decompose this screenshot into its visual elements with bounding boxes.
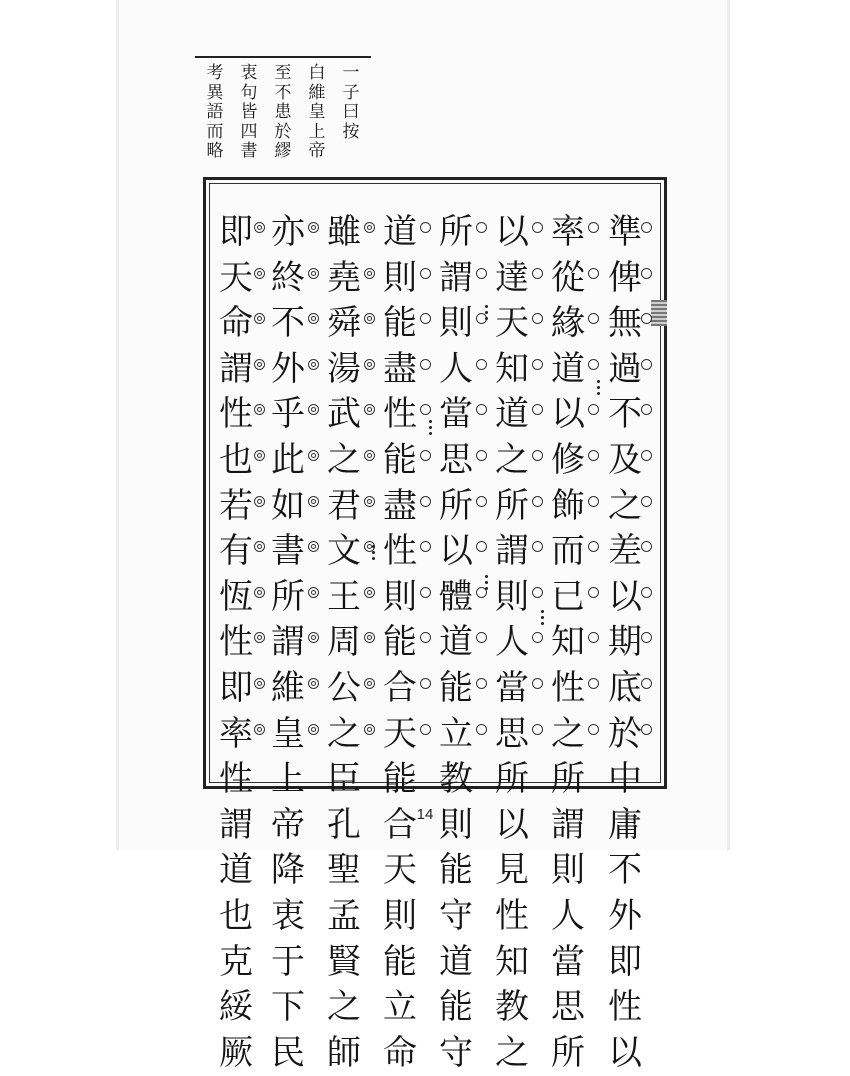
punctuation-circle	[588, 313, 599, 324]
punctuation-circle	[588, 359, 599, 370]
punctuation-circle	[254, 313, 265, 324]
punctuation-circle	[420, 450, 431, 461]
punctuation-circle	[588, 496, 599, 507]
punctuation-circle	[420, 678, 431, 689]
punctuation-circle	[476, 632, 487, 643]
punctuation-circle	[308, 587, 319, 598]
punctuation-circle	[641, 587, 652, 598]
punctuation-circle	[476, 678, 487, 689]
punctuation-circle	[254, 450, 265, 461]
punctuation-circle	[532, 450, 543, 461]
punctuation-circle	[254, 359, 265, 370]
punctuation-circle	[308, 404, 319, 415]
punctuation-circle	[308, 450, 319, 461]
text-column-2: 率從緣道以修飾而已知性之所謂則人當思所	[551, 212, 585, 1073]
pause-dots	[484, 575, 490, 593]
punctuation-circle	[476, 404, 487, 415]
punctuation-circle	[364, 359, 375, 370]
pause-dots	[371, 545, 377, 563]
punctuation-circle	[532, 632, 543, 643]
punctuation-circle	[364, 724, 375, 735]
punctuation-circle	[364, 222, 375, 233]
punctuation-circle	[254, 541, 265, 552]
punctuation-circle	[641, 404, 652, 415]
text-column-7: 亦終不外乎此如書所謂維皇上帝降衷于下民	[271, 212, 305, 1073]
punctuation-circle	[420, 359, 431, 370]
punctuation-circle	[364, 404, 375, 415]
punctuation-circle	[364, 496, 375, 507]
punctuation-circle	[254, 222, 265, 233]
punctuation-marks-col-2	[588, 222, 602, 782]
text-column-6: 雖堯舜湯武之君文王周公之臣孔聖孟賢之師	[327, 212, 361, 1073]
punctuation-circle	[476, 268, 487, 279]
punctuation-circle	[308, 724, 319, 735]
punctuation-circle	[308, 222, 319, 233]
punctuation-circle	[588, 678, 599, 689]
pause-dots	[484, 305, 490, 323]
punctuation-circle	[308, 632, 319, 643]
punctuation-circle	[254, 268, 265, 279]
page-number: 14	[416, 806, 434, 823]
punctuation-circle	[254, 678, 265, 689]
headnote-column-1: 一子曰按	[342, 63, 360, 142]
punctuation-circle	[476, 724, 487, 735]
punctuation-circle	[641, 450, 652, 461]
punctuation-circle	[308, 268, 319, 279]
punctuation-circle	[532, 222, 543, 233]
text-column-1: 準俾無過不及之差以期底於中庸不外即性以	[608, 212, 642, 1073]
punctuation-circle	[532, 541, 543, 552]
punctuation-circle	[532, 404, 543, 415]
punctuation-circle	[254, 587, 265, 598]
punctuation-circle	[588, 724, 599, 735]
punctuation-circle	[420, 632, 431, 643]
punctuation-circle	[532, 359, 543, 370]
headnote-column-5: 考異語而略	[206, 63, 224, 161]
punctuation-circle	[532, 678, 543, 689]
punctuation-circle	[420, 313, 431, 324]
punctuation-circle	[364, 632, 375, 643]
punctuation-circle	[476, 541, 487, 552]
punctuation-circle	[420, 404, 431, 415]
punctuation-circle	[641, 678, 652, 689]
pause-dots	[596, 380, 602, 398]
punctuation-circle	[532, 268, 543, 279]
punctuation-circle	[420, 587, 431, 598]
punctuation-circle	[641, 313, 652, 324]
punctuation-circle	[532, 724, 543, 735]
punctuation-circle	[532, 313, 543, 324]
punctuation-circle	[641, 268, 652, 279]
page-edge-left	[116, 0, 119, 850]
punctuation-circle	[476, 222, 487, 233]
punctuation-circle	[420, 541, 431, 552]
headnote-column-4: 衷句皆四書	[240, 63, 258, 161]
head-note	[195, 56, 371, 170]
punctuation-circle	[641, 359, 652, 370]
punctuation-circle	[308, 313, 319, 324]
punctuation-marks-col-6	[364, 222, 378, 782]
punctuation-circle	[308, 496, 319, 507]
punctuation-circle	[308, 678, 319, 689]
text-column-4: 所謂則人當思所以體道能立教則能守道能守	[439, 212, 473, 1073]
punctuation-circle	[532, 587, 543, 598]
pause-dots	[540, 610, 546, 628]
punctuation-circle	[420, 496, 431, 507]
punctuation-circle	[588, 450, 599, 461]
punctuation-circle	[420, 724, 431, 735]
punctuation-circle	[364, 450, 375, 461]
punctuation-marks-col-5	[420, 222, 434, 782]
text-column-5: 道則能盡性能盡性則能合天能合天則能立命	[383, 212, 417, 1073]
punctuation-circle	[641, 222, 652, 233]
punctuation-circle	[588, 222, 599, 233]
punctuation-circle	[588, 541, 599, 552]
punctuation-circle	[254, 404, 265, 415]
punctuation-circle	[588, 268, 599, 279]
punctuation-marks-col-1	[641, 222, 655, 782]
punctuation-circle	[476, 359, 487, 370]
page-edge-right	[727, 0, 730, 850]
punctuation-circle	[641, 541, 652, 552]
punctuation-circle	[588, 587, 599, 598]
punctuation-circle	[588, 404, 599, 415]
punctuation-circle	[364, 678, 375, 689]
punctuation-circle	[254, 632, 265, 643]
headnote-column-2: 白維皇上帝	[308, 63, 326, 161]
punctuation-circle	[641, 724, 652, 735]
punctuation-circle	[532, 496, 543, 507]
punctuation-circle	[364, 587, 375, 598]
headnote-column-3: 至不患於繆	[274, 63, 292, 161]
punctuation-marks-col-7	[308, 222, 322, 782]
punctuation-marks-col-8	[254, 222, 268, 782]
punctuation-circle	[420, 222, 431, 233]
punctuation-circle	[420, 268, 431, 279]
text-column-8: 即天命謂性也若有恆性即率性謂道也克綏厥	[219, 212, 253, 1073]
punctuation-circle	[254, 724, 265, 735]
punctuation-circle	[364, 268, 375, 279]
punctuation-circle	[588, 632, 599, 643]
punctuation-circle	[308, 541, 319, 552]
punctuation-circle	[476, 450, 487, 461]
punctuation-marks-col-3	[532, 222, 546, 782]
punctuation-circle	[641, 496, 652, 507]
punctuation-circle	[308, 359, 319, 370]
punctuation-circle	[476, 496, 487, 507]
punctuation-circle	[641, 632, 652, 643]
pause-dots	[428, 420, 434, 438]
punctuation-circle	[364, 313, 375, 324]
punctuation-circle	[254, 496, 265, 507]
text-column-3: 以達天知道之所謂則人當思所以見性知教之	[495, 212, 529, 1073]
